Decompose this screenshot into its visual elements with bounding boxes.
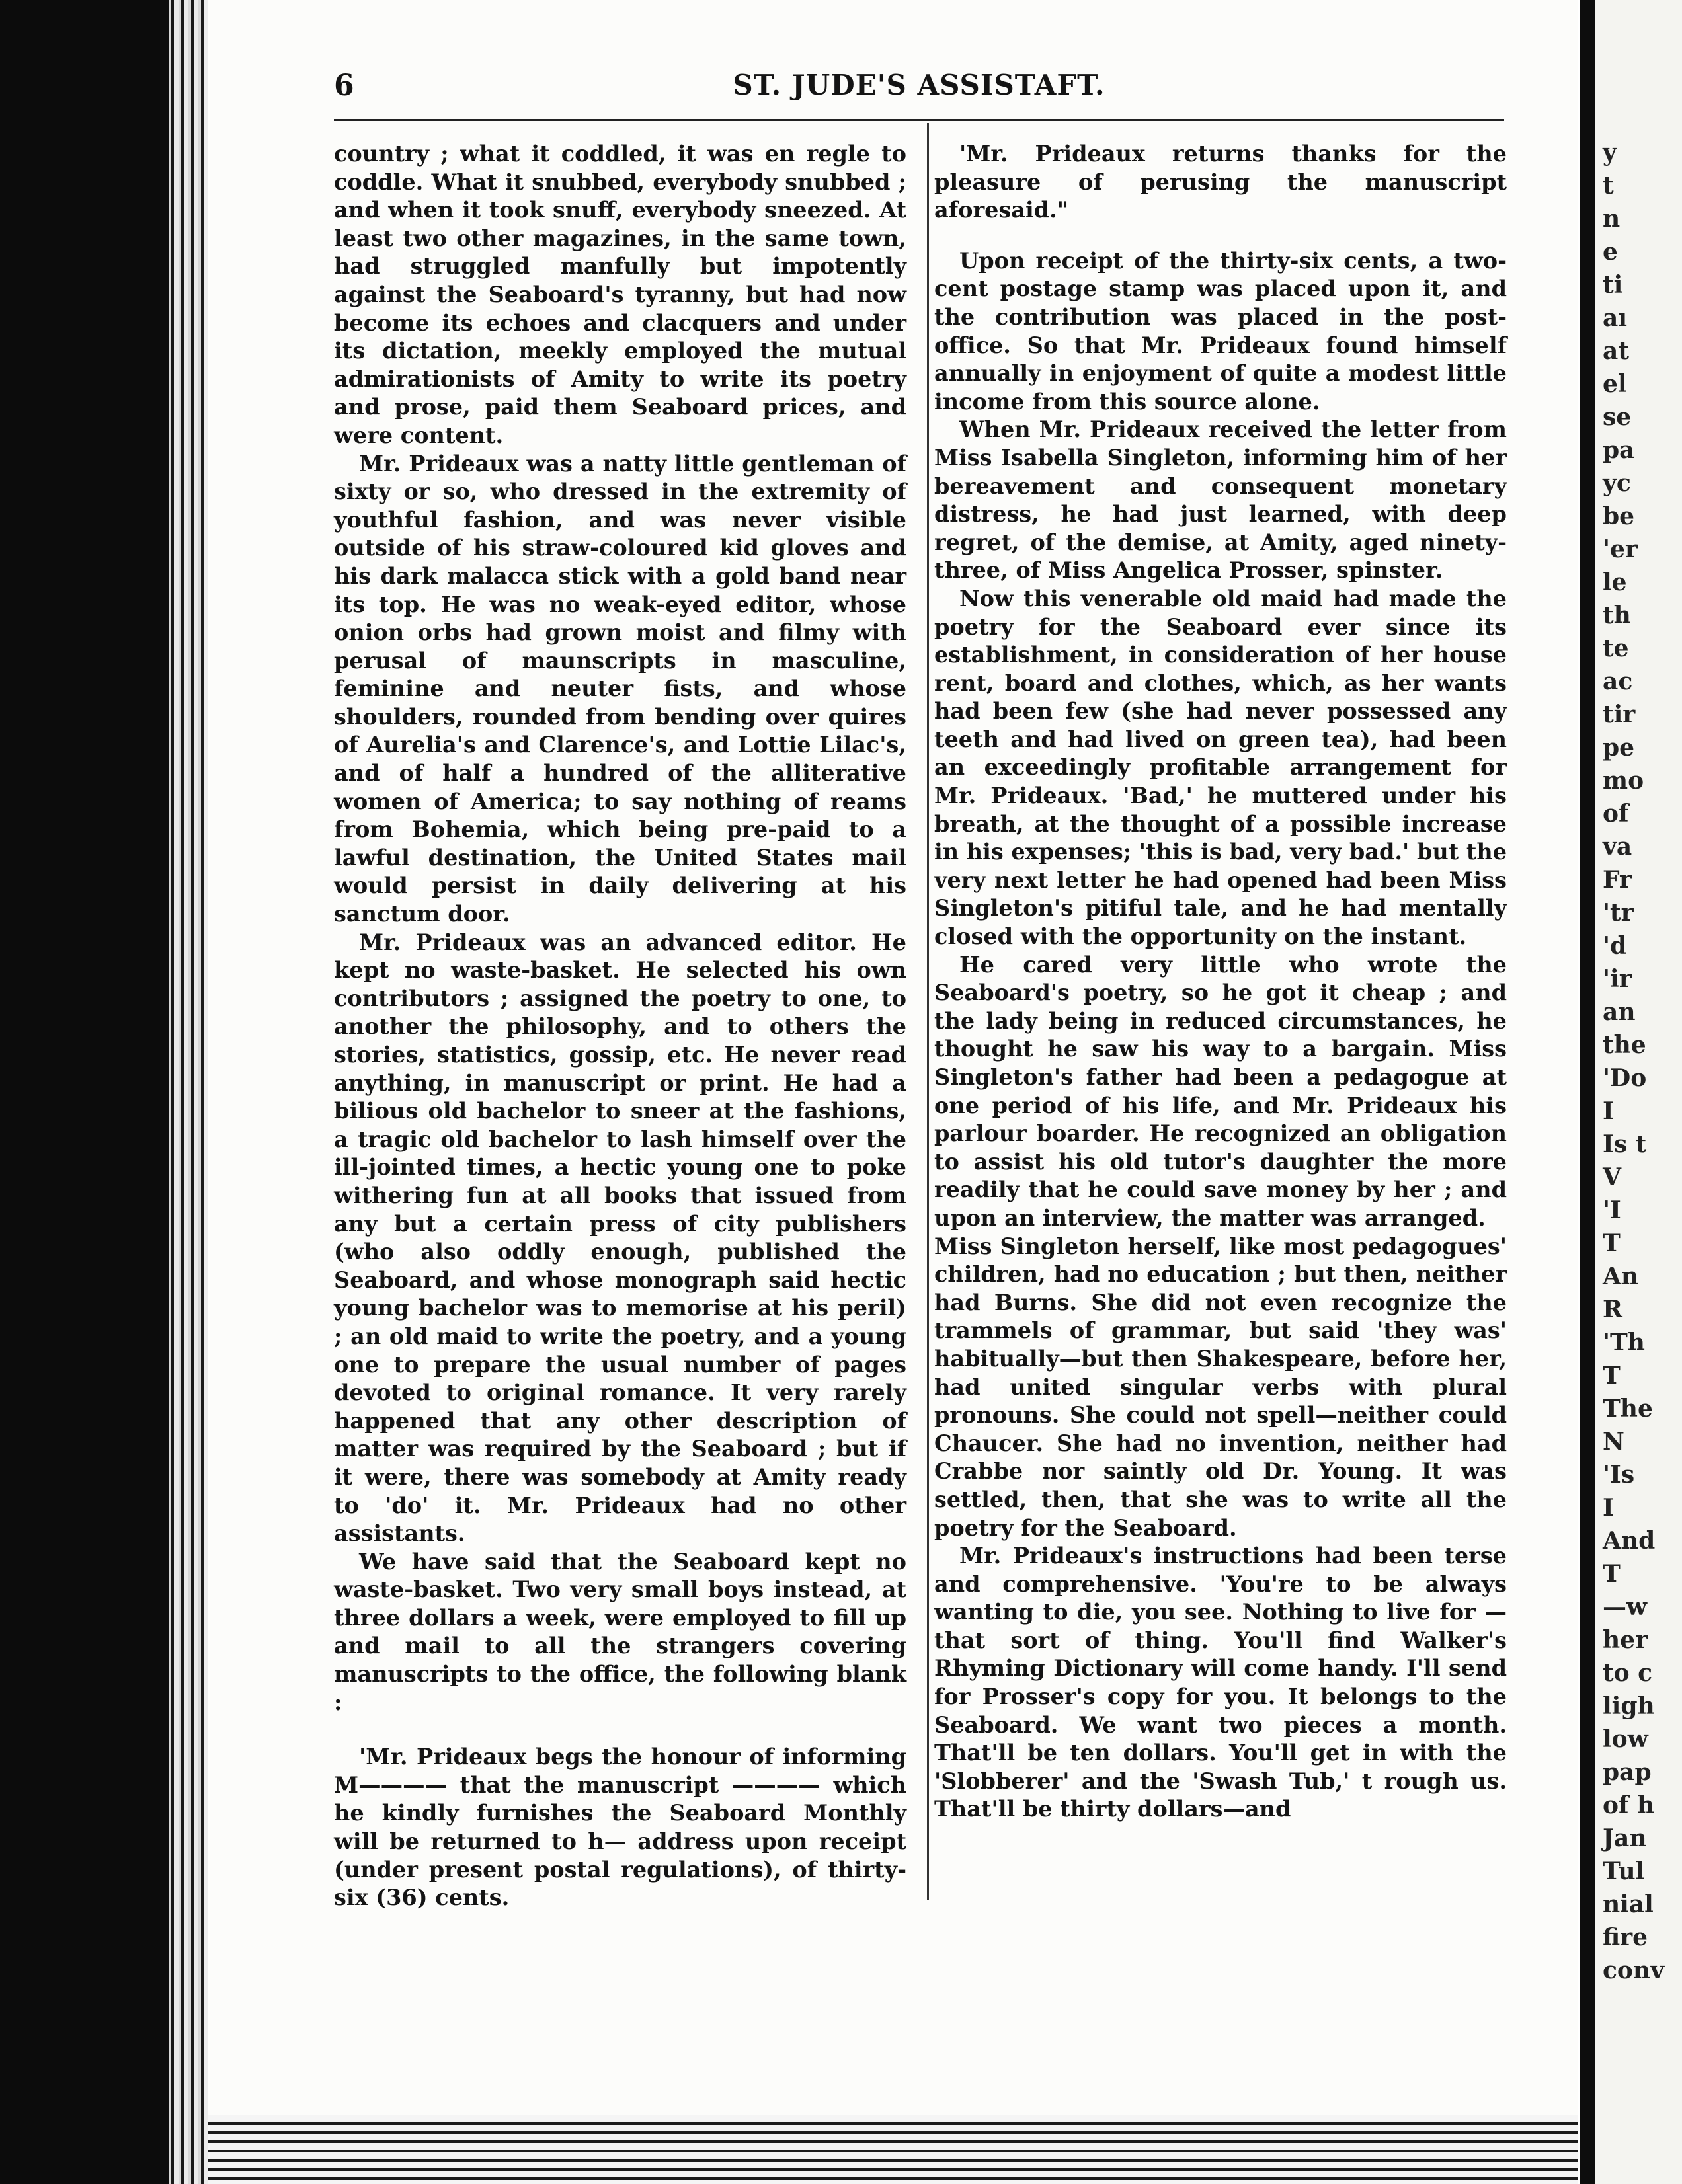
adjacent-page-fragment: ac: [1603, 668, 1633, 695]
adjacent-page-fragment: An: [1603, 1263, 1639, 1290]
adjacent-page-fragment: nial: [1603, 1891, 1654, 1918]
adjacent-page-fragment: y: [1603, 139, 1617, 167]
gutter-shadow: [1580, 0, 1595, 2184]
paragraph: When Mr. Prideaux received the letter from Miss Isabella Singleton, informing him of her bereavement and consequent monetary distress, he had just learned, with deep regret, of the demise, at Amity, aged ninety-three, of Miss Angelica Prosser, spinster.: [934, 416, 1507, 584]
adjacent-page-fragment: 'er: [1603, 535, 1638, 563]
column-divider: [927, 123, 929, 1900]
adjacent-page-fragment: I: [1603, 1494, 1614, 1522]
adjacent-page-fragment: pa: [1603, 436, 1635, 464]
paragraph: Miss Singleton herself, like most pedagogues' children, had no education ; but then, neither had Burns. She did not even recognize the trammels of grammar, but said 'they was' habitually—but then Shakespeare, before her, had united singular verbs with plural pronouns. She could not spell—neither could Chaucer. She had no invention, neither had Crabbe nor saintly old Dr. Young. It was settled, then, that she was to write all the poetry for the Seaboard.: [934, 1233, 1507, 1541]
adjacent-page-fragment: of: [1603, 800, 1629, 828]
adjacent-page-fragment: I: [1603, 1097, 1614, 1125]
page-header: [334, 69, 1504, 108]
adjacent-page-fragment: th: [1603, 602, 1631, 629]
adjacent-page-fragment: 'd: [1603, 932, 1627, 960]
adjacent-page-fragment: fire: [1603, 1924, 1648, 1951]
adjacent-page-fragment: be: [1603, 502, 1635, 530]
adjacent-page-fragment: Is t: [1603, 1130, 1647, 1158]
adjacent-page-fragment: aı: [1603, 304, 1628, 332]
paragraph: We have said that the Seaboard kept no waste-basket. Two very small boys instead, at three dollars a week, were employed to fill up and mail to all the strangers covering manuscripts to the office, the following blank :: [334, 1548, 906, 1715]
adjacent-page-fragment: pe: [1603, 734, 1635, 761]
adjacent-page-fragment: 'Is: [1603, 1461, 1635, 1489]
paragraph: 'Mr. Prideaux returns thanks for the pleasure of perusing the manuscript aforesaid.": [934, 141, 1507, 223]
paragraph: He cared very little who wrote the Seaboard's poetry, so he got it cheap ; and the lady being in reduced circumstances, he thought he saw his way to a bargain. Miss Singleton's father had been a pedagogue at one period of his life, and Mr. Prideaux his parlour boarder. He recognized an obligation to assist his old tutor's daughter the more readily that he could save money by her ; and upon an interview, the matter was arranged.: [934, 951, 1507, 1231]
adjacent-page-fragment: Tul: [1603, 1857, 1645, 1885]
adjacent-page-fragment: low: [1603, 1725, 1648, 1753]
adjacent-page-fragment: Fr: [1603, 866, 1632, 894]
paragraph: Mr. Prideaux was a natty little gentleman of sixty or so, who dressed in the extremity of youthful fashion, and was never visible outside of his straw-coloured kid gloves and his dark malacca stick with a gold band near its top. He was no weak-eyed editor, whose onion orbs had grown moist and filmy with perusal of maunscripts in masculine, feminine and neuter fists, and whose shoulders, rounded from bending over quires of Aurelia's and Clarence's, and Lottie Lilac's, and of half a hundred of the alliterative women of America; to say nothing of reams from Bohemia, which being pre-paid to a lawful destination, the United States mail would persist in daily delivering at his sanctum door.: [334, 450, 906, 927]
paragraph: Mr. Prideaux's instructions had been terse and comprehensive. 'You're to be always wanting to die, you see. Nothing to live for —that sort of thing. You'll find Walker's Rhyming Dictionary will come handy. I'll send for Prosser's copy for you. It belongs to the Seaboard. We want two pieces a month. That'll be ten dollars. You'll get in with the 'Slobberer' and the 'Swash Tub,' t rough us. That'll be thirty dollars—and: [934, 1543, 1507, 1822]
adjacent-page-fragment: R: [1603, 1296, 1622, 1323]
adjacent-page-fragment: of h: [1603, 1791, 1655, 1819]
adjacent-page-fragment: mo: [1603, 767, 1644, 795]
adjacent-page-fragment: N: [1603, 1428, 1624, 1456]
adjacent-page-fragment: va: [1603, 833, 1632, 861]
adjacent-page-fragment: —w: [1603, 1593, 1647, 1621]
adjacent-page-fragment: te: [1603, 635, 1629, 662]
book-binding-edge: [169, 0, 208, 2184]
paragraph: Now this venerable old maid had made the poetry for the Seaboard ever since its establishment, in consideration of her house rent, board and clothes, which, as her wants had been few (she had never possessed any teeth and had lived on green tea), had been an exceedingly profitable arrangement for Mr. Prideaux. 'Bad,' he muttered under his breath, at the thought of a possible increase in his expenses; 'this is bad, very bad.' but the very next letter he had opened had been Miss Singleton's pitiful tale, and he had mentally closed with the opportunity on the instant.: [934, 585, 1507, 950]
scanner-left-margin: [0, 0, 169, 2184]
adjacent-page-fragment: ti: [1603, 271, 1623, 299]
adjacent-page-fragment: an: [1603, 998, 1636, 1026]
adjacent-page-fragment: 'Th: [1603, 1329, 1645, 1356]
adjacent-page-fragment: T: [1603, 1560, 1621, 1588]
adjacent-page-fragment: the: [1603, 1031, 1646, 1059]
adjacent-page-fragment: n: [1603, 205, 1621, 233]
adjacent-page-fragment: T: [1603, 1229, 1621, 1257]
adjacent-page-fragment: yc: [1603, 469, 1631, 497]
adjacent-page-fragment: tir: [1603, 701, 1636, 728]
adjacent-page-fragment: The: [1603, 1395, 1653, 1423]
page-bottom-edge: [208, 2115, 1578, 2184]
right-column: [934, 140, 1507, 1824]
paragraph: country ; what it coddled, it was en regle to coddle. What it snubbed, everybody snubbed ; and when it took snuff, everybody sneezed. At least two other magazines, in the same town, had struggled manfully but impotently against the Seaboard's tyranny, but had now become its echoes and clacquers and under its dictation, meekly employed the mutual admirationists of Amity to write its poetry and prose, paid them Seaboard prices, and were content.: [334, 141, 906, 448]
paragraph: Upon receipt of the thirty-six cents, a two-cent postage stamp was placed upon it, and the contribution was placed in the post-office. So that Mr. Prideaux found himself annually in enjoyment of quite a modest little income from this source alone.: [934, 247, 1507, 414]
adjacent-page-fragment: le: [1603, 568, 1627, 596]
adjacent-page-fragment: 'ir: [1603, 965, 1632, 993]
adjacent-page-fragment: And: [1603, 1527, 1656, 1555]
adjacent-page-fragment: at: [1603, 337, 1629, 365]
adjacent-page-fragment: e: [1603, 238, 1618, 266]
adjacent-page-fragment: her: [1603, 1626, 1648, 1654]
header-rule: [334, 119, 1504, 121]
adjacent-page-fragment: se: [1603, 403, 1632, 431]
adjacent-page-fragment: 'Do: [1603, 1064, 1647, 1092]
adjacent-page-strip: [1595, 0, 1682, 2184]
running-title: ST. JUDE'S ASSISTAFT.: [733, 69, 1105, 101]
adjacent-page-fragment: el: [1603, 370, 1627, 398]
adjacent-page-fragment: T: [1603, 1362, 1621, 1389]
adjacent-page-fragment: ligh: [1603, 1692, 1655, 1720]
adjacent-page-fragment: V: [1603, 1163, 1621, 1191]
adjacent-page-fragment: conv: [1603, 1957, 1665, 1984]
adjacent-page-fragment: 'I: [1603, 1196, 1621, 1224]
adjacent-page-fragment: Jan: [1603, 1824, 1647, 1852]
left-column: [334, 140, 906, 1912]
adjacent-page-fragment: 'tr: [1603, 899, 1634, 927]
paragraph: Mr. Prideaux was an advanced editor. He kept no waste-basket. He selected his own contributors ; assigned the poetry to one, to another the philosophy, and to others the stories, statistics, gossip, etc. He never read anything, in manuscript or print. He had a bilious old bachelor to sneer at the fashions, a tragic old bachelor to lash himself over the ill-jointed times, a hectic young one to poke withering fun at all books that issued from any but a certain press of city publishers (who also oddly enough, published the Seaboard, and whose monograph said hectic young bachelor was to memorise at his peril) ; an old maid to write the poetry, and a young one to prepare the usual number of pages devoted to original romance. It very rarely happened that any other description of matter was required by the Seaboard ; but if it were, there was somebody at Amity ready to 'do' it. Mr. Prideaux had no other assistants.: [334, 929, 906, 1547]
adjacent-page-fragment: t: [1603, 172, 1614, 200]
adjacent-page-fragment: to c: [1603, 1659, 1653, 1687]
page-number: 6: [334, 69, 354, 102]
adjacent-page-fragment: pap: [1603, 1758, 1652, 1786]
paragraph: 'Mr. Prideaux begs the honour of informing M———— that the manuscript ———— which he kindly furnishes the Seaboard Monthly will be returned to h— address upon receipt (under present postal regulations), of thirty-six (36) cents.: [334, 1744, 906, 1911]
